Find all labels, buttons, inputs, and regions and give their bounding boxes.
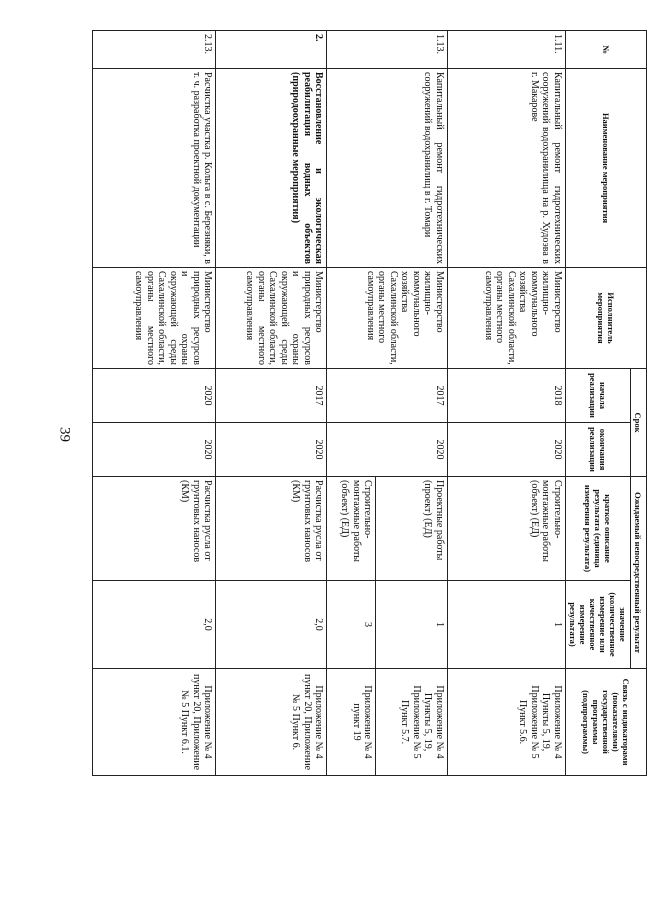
row-executor: Министерство жилищно-коммунального хозяйства Сахалинской области, органы местного самоуправления bbox=[447, 268, 565, 369]
row-start: 2017 bbox=[327, 369, 447, 423]
row-executor: Министерство природных ресурсов и охраны окружающей среды Сахалинской области, органы местного самоуправления bbox=[216, 268, 327, 369]
row-start: 2020 bbox=[93, 369, 216, 423]
row-end: 2020 bbox=[327, 423, 447, 477]
row-executor: Министерство природных ресурсов и охраны окружающей среды Сахалинской области, органы местного самоуправления bbox=[93, 268, 216, 369]
header-start: начала реализации bbox=[566, 369, 631, 423]
row-name: Восстановление и экологическая реабилитация водных объектов (природоохранные мероприятия) bbox=[216, 69, 327, 268]
header-short-desc: краткое описание результата (единица измерения результата) bbox=[566, 477, 631, 581]
measures-table bbox=[92, 30, 647, 776]
row-num: 1.13. bbox=[327, 31, 447, 69]
header-end: окончания реализации bbox=[566, 423, 631, 477]
table-row bbox=[216, 31, 327, 776]
row-result-desc: Строительно-монтажные работы (объект) (ЕД) bbox=[327, 477, 376, 581]
row-executor: Министерство жилищно-коммунального хозяйства Сахалинской области, органы местного самоуправления bbox=[327, 268, 447, 369]
row-name: Капитальный ремонт гидротехнических сооружений водохранилищ в г. Томари bbox=[327, 69, 447, 268]
row-link: Приложение № 4 пункт 19 bbox=[327, 669, 376, 776]
row-name: Расчистка участка р. Кольга в с. Березняки, в т. ч. разработка проектной документации bbox=[93, 69, 216, 268]
row-result-value: 2,0 bbox=[93, 581, 216, 669]
table-row bbox=[376, 31, 448, 776]
row-result-desc: Строительно-монтажные работы (объект) (ЕД) bbox=[447, 477, 565, 581]
row-result-value: 1 bbox=[376, 581, 448, 669]
row-num: 2. bbox=[216, 31, 327, 69]
header-name: Наименование мероприятия bbox=[566, 69, 647, 268]
row-link: Приложение № 4 Пункты 5, 19, Приложение № 5 Пункт 5.7. bbox=[376, 669, 448, 776]
row-result-desc: Расчистка русла от грунтовых наносов (КМ) bbox=[216, 477, 327, 581]
table-row bbox=[93, 31, 216, 776]
table-row bbox=[447, 31, 565, 776]
row-end: 2020 bbox=[216, 423, 327, 477]
row-name: Капитальный ремонт гидротехнических сооружений водохранилища на р. Худоэва в г. Макарове bbox=[447, 69, 565, 268]
page-number: 39 bbox=[56, 427, 73, 442]
header-num: № bbox=[566, 31, 647, 69]
row-result-value: 1 bbox=[447, 581, 565, 669]
row-result-value: 3 bbox=[327, 581, 376, 669]
header-term: Срок bbox=[631, 369, 647, 477]
row-end: 2020 bbox=[447, 423, 565, 477]
header-expected: Ожидаемый непосредственный результат bbox=[631, 477, 647, 669]
header-executor: Исполнитель мероприятия bbox=[566, 268, 647, 369]
row-num: 2.13. bbox=[93, 31, 216, 69]
row-link: Приложение № 4 пункт 20, Приложение № 5 Пункт 6. bbox=[216, 669, 327, 776]
row-result-value: 2,0 bbox=[216, 581, 327, 669]
header-link: Связь с индикаторами (показателями) государственной программы (подпрограммы) bbox=[566, 669, 647, 776]
row-link: Приложение № 4 пункт 20, Приложение № 5 Пункт 6.1. bbox=[93, 669, 216, 776]
row-start: 2018 bbox=[447, 369, 565, 423]
row-result-desc: Проектные работы (проект) (ЕД) bbox=[376, 477, 448, 581]
header-value: значение (количественное измерение или качественное измерение результата) bbox=[566, 581, 631, 669]
row-start: 2017 bbox=[216, 369, 327, 423]
row-num: 1.11. bbox=[447, 31, 565, 69]
rotated-table-wrapper bbox=[92, 30, 647, 775]
row-link: Приложение № 4 Пункты 5, 19, Приложение № 5 Пункт 5.6. bbox=[447, 669, 565, 776]
row-result-desc: Расчистка русла от грунтовых наносов (КМ) bbox=[93, 477, 216, 581]
row-end: 2020 bbox=[93, 423, 216, 477]
